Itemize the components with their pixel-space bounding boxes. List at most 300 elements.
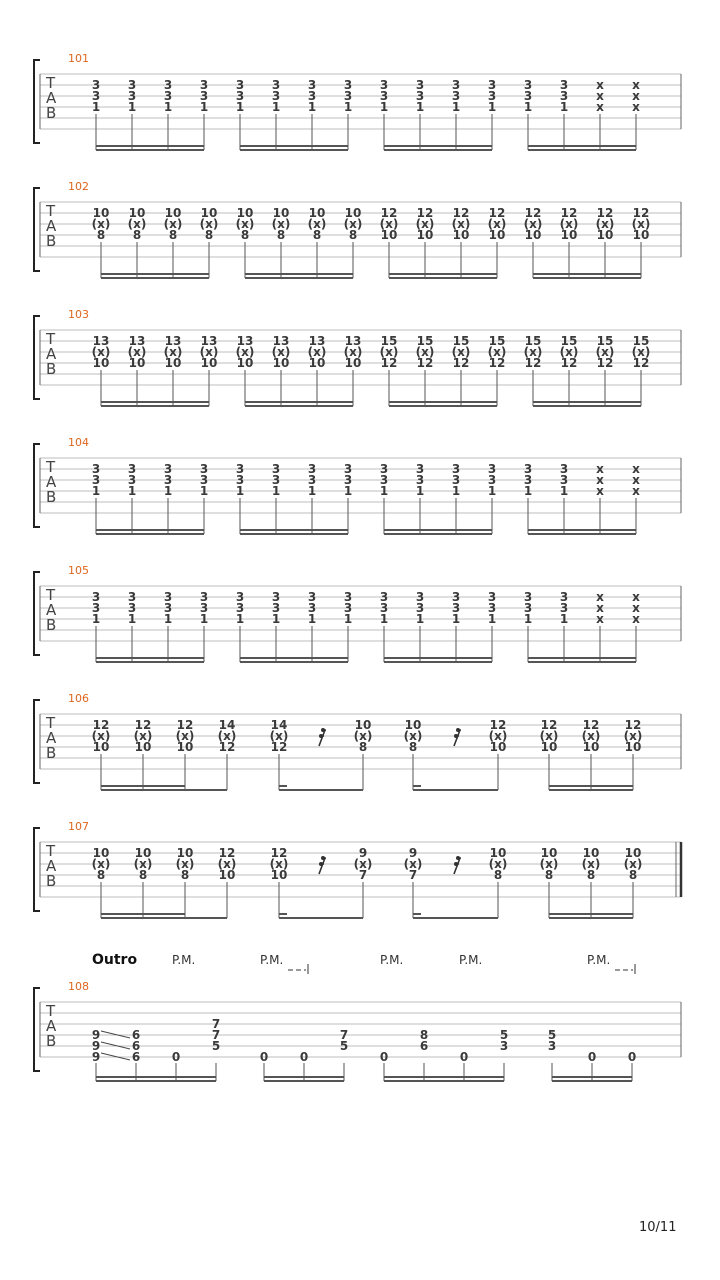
system-bracket (34, 316, 40, 399)
fret-number: (x) (451, 217, 471, 231)
fret-number: 1 (343, 612, 353, 626)
fret-number: 6 (419, 1039, 429, 1053)
fret-number: 1 (559, 612, 569, 626)
fret-number: 8 (493, 868, 503, 882)
tab-clef-letter: A (46, 89, 57, 107)
fret-number: 10 (272, 356, 290, 370)
fret-number: 3 (271, 78, 281, 92)
fret-number: 3 (271, 590, 281, 604)
fret-number: 10 (164, 206, 182, 220)
fret-number: 3 (343, 462, 353, 476)
system-bracket (34, 188, 40, 271)
tab-clef-letter: B (46, 232, 57, 250)
fret-number: 6 (131, 1028, 141, 1042)
fret-number: 3 (559, 473, 569, 487)
section-label: Outro (92, 952, 138, 968)
palm-mute-marker: P.M. (459, 953, 483, 967)
tab-clef-letter: A (46, 601, 57, 619)
fret-number: (x) (523, 345, 543, 359)
fret-number: 1 (379, 100, 389, 114)
fret-number: 15 (416, 334, 434, 348)
fret-number: 3 (199, 462, 209, 476)
fret-number: 0 (459, 1050, 469, 1064)
fret-number: 10 (596, 228, 614, 242)
fret-number: 3 (271, 89, 281, 103)
fret-number: x (596, 78, 604, 92)
fret-number: 12 (134, 718, 152, 732)
fret-number: 3 (379, 89, 389, 103)
fret-number: (x) (343, 345, 363, 359)
fret-number: (x) (403, 857, 423, 871)
fret-number: 10 (488, 228, 506, 242)
fret-number: 1 (451, 100, 461, 114)
sixteenth-rest (319, 730, 325, 746)
fret-number: (x) (487, 345, 507, 359)
sixteenth-rest (454, 858, 460, 874)
fret-number: 1 (163, 484, 173, 498)
fret-number: 3 (91, 89, 101, 103)
fret-number: 3 (343, 601, 353, 615)
fret-number: 3 (199, 473, 209, 487)
tab-clef-letter: A (46, 1017, 57, 1035)
fret-number: 3 (343, 473, 353, 487)
fret-number: 12 (624, 718, 642, 732)
fret-number: 10 (308, 356, 326, 370)
fret-number: 8 (240, 228, 250, 242)
tab-clef-letter: T (46, 330, 56, 348)
fret-number: (x) (595, 217, 615, 231)
fret-number: 1 (199, 484, 209, 498)
fret-number: 10 (624, 740, 642, 754)
fret-number: 3 (307, 462, 317, 476)
fret-number: (x) (163, 217, 183, 231)
fret-number: 15 (596, 334, 614, 348)
fret-number: 3 (235, 89, 245, 103)
fret-number: 1 (127, 612, 137, 626)
fret-number: 3 (307, 590, 317, 604)
fret-number: 5 (339, 1039, 349, 1053)
fret-number: 8 (544, 868, 554, 882)
fret-number: 1 (91, 484, 101, 498)
fret-number: 3 (91, 601, 101, 615)
measure-number: 106 (68, 692, 89, 705)
fret-number: 10 (128, 206, 146, 220)
tab-clef-letter: T (46, 714, 56, 732)
fret-number: x (596, 484, 604, 498)
fret-number: 3 (127, 473, 137, 487)
fret-number: 1 (271, 612, 281, 626)
tab-clef-letter: T (46, 1002, 56, 1020)
fret-number: 1 (451, 484, 461, 498)
fret-number: 10 (540, 740, 558, 754)
fret-number: 12 (582, 718, 600, 732)
measure-number: 103 (68, 308, 89, 321)
fret-number: (x) (269, 857, 289, 871)
fret-number: (x) (415, 345, 435, 359)
fret-number: (x) (199, 345, 219, 359)
fret-number: 1 (307, 612, 317, 626)
fret-number: (x) (559, 345, 579, 359)
fret-number: x (596, 89, 604, 103)
fret-number: 10 (416, 228, 434, 242)
fret-number: 3 (91, 462, 101, 476)
fret-number: 3 (451, 601, 461, 615)
fret-number: 8 (180, 868, 190, 882)
fret-number: (x) (307, 217, 327, 231)
fret-number: 3 (451, 473, 461, 487)
fret-number: x (632, 601, 640, 615)
fret-number: 9 (408, 846, 418, 860)
fret-number: 1 (379, 484, 389, 498)
fret-number: 10 (176, 846, 194, 860)
tab-clef-letter: B (46, 744, 57, 762)
fret-number: 1 (343, 484, 353, 498)
fret-number: 3 (451, 89, 461, 103)
tab-clef-letter: B (46, 104, 57, 122)
fret-number: 3 (547, 1039, 557, 1053)
fret-number: 8 (96, 868, 106, 882)
fret-number: 6 (131, 1050, 141, 1064)
fret-number: x (632, 484, 640, 498)
fret-number: 3 (271, 462, 281, 476)
fret-number: (x) (539, 729, 559, 743)
fret-number: 8 (276, 228, 286, 242)
fret-number: 0 (259, 1050, 269, 1064)
fret-number: 12 (176, 718, 194, 732)
fret-number: x (596, 601, 604, 615)
fret-number: 3 (199, 89, 209, 103)
fret-number: 1 (127, 484, 137, 498)
fret-number: 3 (235, 590, 245, 604)
fret-number: (x) (343, 217, 363, 231)
fret-number: (x) (217, 857, 237, 871)
fret-number: 12 (218, 846, 236, 860)
fret-number: 3 (163, 462, 173, 476)
fret-number: 15 (632, 334, 650, 348)
fret-number: 3 (91, 473, 101, 487)
system-bracket (34, 60, 40, 143)
fret-number: 3 (487, 590, 497, 604)
fret-number: 3 (127, 78, 137, 92)
system-bracket (34, 444, 40, 527)
fret-number: 15 (452, 334, 470, 348)
tab-clef-letter: B (46, 872, 57, 890)
fret-number: 3 (127, 89, 137, 103)
fret-number: 3 (199, 601, 209, 615)
fret-number: 3 (307, 601, 317, 615)
fret-number: 10 (236, 206, 254, 220)
fret-number: 10 (489, 846, 507, 860)
fret-number: 3 (499, 1039, 509, 1053)
fret-number: 3 (523, 473, 533, 487)
fret-number: 1 (523, 484, 533, 498)
page-number: 10/11 (639, 1220, 677, 1235)
fret-number: 10 (540, 846, 558, 860)
fret-number: (x) (199, 217, 219, 231)
fret-number: 3 (415, 462, 425, 476)
fret-number: 1 (379, 612, 389, 626)
fret-number: 3 (523, 89, 533, 103)
fret-number: 12 (452, 206, 470, 220)
fret-number: 3 (199, 590, 209, 604)
fret-number: 1 (487, 100, 497, 114)
fret-number: 10 (176, 740, 194, 754)
fret-number: x (632, 473, 640, 487)
fret-number: x (596, 473, 604, 487)
fret-number: 12 (416, 206, 434, 220)
fret-number: 3 (523, 601, 533, 615)
fret-number: 3 (199, 78, 209, 92)
fret-number: 0 (627, 1050, 637, 1064)
fret-number: 3 (415, 601, 425, 615)
tab-system (34, 436, 681, 534)
fret-number: 10 (354, 718, 372, 732)
tab-system (34, 564, 681, 662)
fret-number: 3 (379, 601, 389, 615)
fret-number: (x) (163, 345, 183, 359)
fret-number: 13 (164, 334, 182, 348)
fret-number: 7 (408, 868, 418, 882)
fret-number: 3 (163, 601, 173, 615)
tab-clef-letter: T (46, 458, 56, 476)
fret-number: 10 (218, 868, 236, 882)
fret-number: 1 (271, 484, 281, 498)
fret-number: (x) (623, 857, 643, 871)
fret-number: 9 (91, 1050, 101, 1064)
fret-number: 8 (138, 868, 148, 882)
fret-number: 12 (632, 206, 650, 220)
fret-number: (x) (353, 857, 373, 871)
fret-number: 13 (344, 334, 362, 348)
fret-number: (x) (523, 217, 543, 231)
measure-number: 108 (68, 980, 89, 993)
fret-number: (x) (91, 345, 111, 359)
fret-number: 3 (271, 601, 281, 615)
fret-number: (x) (581, 729, 601, 743)
fret-number: 3 (559, 590, 569, 604)
fret-number: 10 (134, 740, 152, 754)
fret-number: 15 (560, 334, 578, 348)
fret-number: 1 (91, 100, 101, 114)
fret-number: 15 (380, 334, 398, 348)
fret-number: 10 (236, 356, 254, 370)
system-bracket (34, 700, 40, 783)
fret-number: 1 (487, 484, 497, 498)
fret-number: (x) (353, 729, 373, 743)
fret-number: 12 (416, 356, 434, 370)
tab-clef-letter: A (46, 217, 57, 235)
fret-number: x (632, 89, 640, 103)
fret-number: 1 (415, 100, 425, 114)
fret-number: 12 (270, 846, 288, 860)
fret-number: 12 (488, 356, 506, 370)
fret-number: 13 (272, 334, 290, 348)
fret-number: 10 (582, 846, 600, 860)
system-bracket (34, 828, 40, 911)
fret-number: 10 (380, 228, 398, 242)
fret-number: 10 (344, 206, 362, 220)
fret-number: (x) (488, 729, 508, 743)
fret-number: 10 (452, 228, 470, 242)
fret-number: 3 (91, 78, 101, 92)
fret-number: 3 (235, 601, 245, 615)
fret-number: 13 (236, 334, 254, 348)
fret-number: (x) (127, 217, 147, 231)
fret-number: (x) (415, 217, 435, 231)
fret-number: 13 (200, 334, 218, 348)
fret-number: 12 (380, 356, 398, 370)
fret-number: (x) (271, 217, 291, 231)
fret-number: 7 (358, 868, 368, 882)
fret-number: 8 (358, 740, 368, 754)
fret-number: 1 (199, 612, 209, 626)
fret-number: (x) (379, 217, 399, 231)
fret-number: (x) (307, 345, 327, 359)
fret-number: 1 (235, 484, 245, 498)
palm-mute-marker: P.M. (172, 953, 196, 967)
tab-clef-letter: A (46, 857, 57, 875)
fret-number: 1 (523, 612, 533, 626)
fret-number: 1 (415, 612, 425, 626)
fret-number: (x) (631, 345, 651, 359)
fret-number: 10 (632, 228, 650, 242)
fret-number: 3 (451, 462, 461, 476)
fret-number: 12 (632, 356, 650, 370)
fret-number: 10 (524, 228, 542, 242)
fret-number: 7 (211, 1028, 221, 1042)
score-layer (34, 52, 681, 1081)
fret-number: x (632, 612, 640, 626)
fret-number: 10 (560, 228, 578, 242)
fret-number: 8 (419, 1028, 429, 1042)
fret-number: 10 (92, 356, 110, 370)
fret-number: (x) (91, 857, 111, 871)
tab-clef-letter: T (46, 202, 56, 220)
fret-number: 3 (235, 473, 245, 487)
fret-number: 12 (452, 356, 470, 370)
fret-number: 1 (487, 612, 497, 626)
fret-number: 8 (348, 228, 358, 242)
fret-number: (x) (127, 345, 147, 359)
fret-number: x (632, 78, 640, 92)
palm-mute-marker: P.M. (380, 953, 404, 967)
fret-number: 3 (307, 78, 317, 92)
measure-number: 104 (68, 436, 89, 449)
fret-number: 12 (540, 718, 558, 732)
fret-number: 3 (235, 78, 245, 92)
fret-number: 3 (523, 78, 533, 92)
fret-number: (x) (133, 857, 153, 871)
fret-number: 0 (379, 1050, 389, 1064)
fret-number: 3 (523, 590, 533, 604)
fret-number: 1 (343, 100, 353, 114)
fret-number: 12 (380, 206, 398, 220)
fret-number: 3 (343, 78, 353, 92)
tab-clef-letter: A (46, 345, 57, 363)
tab-clef-letter: T (46, 842, 56, 860)
outro-header (92, 952, 635, 974)
fret-number: (x) (631, 217, 651, 231)
fret-number: 14 (218, 718, 236, 732)
palm-mute-marker: P.M. (587, 953, 611, 967)
fret-number: 3 (379, 462, 389, 476)
fret-number: (x) (623, 729, 643, 743)
fret-number: 10 (404, 718, 422, 732)
fret-number: (x) (403, 729, 423, 743)
fret-number: 3 (379, 78, 389, 92)
fret-number: 10 (624, 846, 642, 860)
fret-number: 8 (168, 228, 178, 242)
fret-number: 0 (171, 1050, 181, 1064)
fret-number: 3 (559, 89, 569, 103)
measure-number: 101 (68, 52, 89, 65)
fret-number: 10 (270, 868, 288, 882)
fret-number: 7 (211, 1017, 221, 1031)
fret-number: 12 (524, 206, 542, 220)
fret-number: 3 (415, 78, 425, 92)
fret-number: 12 (596, 356, 614, 370)
fret-number: x (596, 100, 604, 114)
fret-number: 12 (560, 206, 578, 220)
fret-number: 3 (487, 462, 497, 476)
fret-number: 3 (163, 473, 173, 487)
fret-number: 3 (379, 473, 389, 487)
fret-number: (x) (379, 345, 399, 359)
fret-number: 14 (270, 718, 288, 732)
fret-number: 10 (200, 356, 218, 370)
fret-number: 15 (524, 334, 542, 348)
fret-number: 5 (499, 1028, 509, 1042)
fret-number: 8 (132, 228, 142, 242)
fret-number: 3 (451, 590, 461, 604)
fret-number: (x) (559, 217, 579, 231)
fret-number: 12 (488, 206, 506, 220)
fret-number: 3 (559, 78, 569, 92)
fret-number: 8 (586, 868, 596, 882)
fret-number: (x) (595, 345, 615, 359)
sixteenth-rest (454, 730, 460, 746)
fret-number: 3 (163, 78, 173, 92)
fret-number: 3 (379, 590, 389, 604)
fret-number: 3 (487, 89, 497, 103)
fret-number: 1 (307, 100, 317, 114)
fret-number: 12 (489, 718, 507, 732)
fret-number: 3 (415, 89, 425, 103)
fret-number: 1 (307, 484, 317, 498)
fret-number: 6 (131, 1039, 141, 1053)
fret-number: (x) (91, 729, 111, 743)
fret-number: 10 (308, 206, 326, 220)
tab-system (34, 980, 681, 1081)
fret-number: (x) (175, 729, 195, 743)
fret-number: (x) (487, 217, 507, 231)
fret-number: 3 (451, 78, 461, 92)
fret-number: 3 (415, 473, 425, 487)
palm-mute-marker: P.M. (260, 953, 284, 967)
sixteenth-rest (319, 858, 325, 874)
measure-number: 107 (68, 820, 89, 833)
fret-number: x (632, 462, 640, 476)
fret-number: (x) (235, 345, 255, 359)
tab-clef-letter: A (46, 473, 57, 491)
fret-number: 12 (92, 718, 110, 732)
fret-number: (x) (133, 729, 153, 743)
fret-number: 10 (344, 356, 362, 370)
fret-number: 9 (91, 1039, 101, 1053)
fret-number: 1 (127, 100, 137, 114)
tab-clef-letter: A (46, 729, 57, 747)
fret-number: 1 (91, 612, 101, 626)
